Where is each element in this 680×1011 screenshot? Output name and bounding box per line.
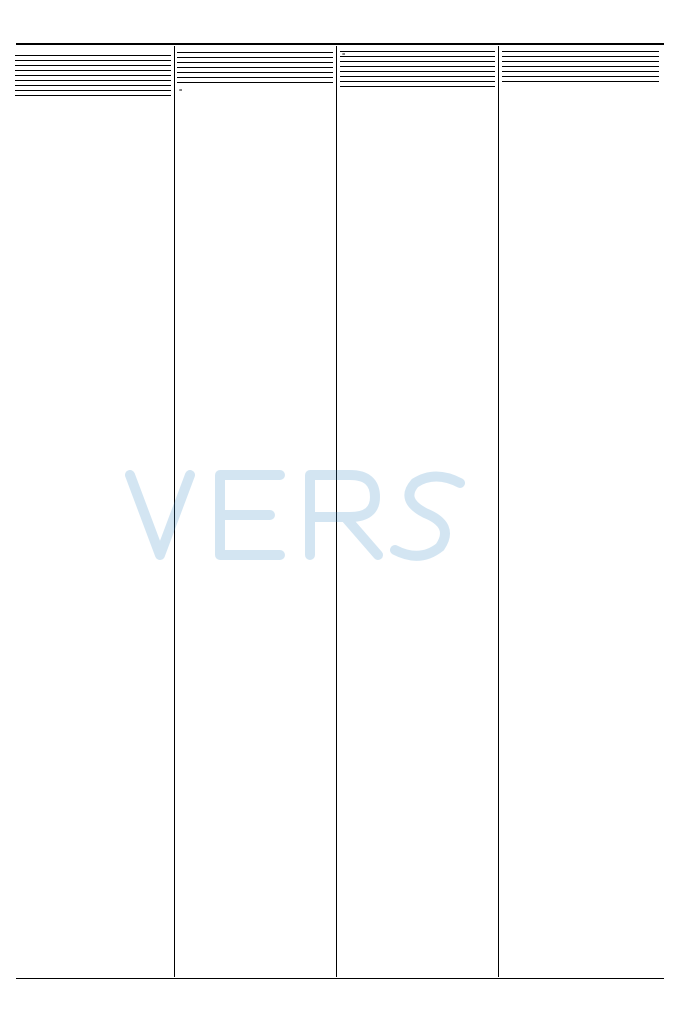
column-3 — [340, 49, 495, 977]
title-divider — [16, 43, 664, 45]
section-27 — [502, 54, 659, 57]
section-5 — [15, 83, 171, 86]
section-4 — [15, 78, 171, 81]
section-9 — [177, 50, 333, 53]
section-12 — [177, 65, 333, 68]
column-divider — [498, 46, 499, 977]
section-29 — [502, 64, 659, 67]
section-15 — [177, 80, 333, 83]
section-17 — [340, 49, 495, 52]
section-19 — [340, 59, 495, 62]
footer-divider — [16, 978, 664, 979]
section-20 — [340, 64, 495, 67]
section-0 — [15, 58, 171, 61]
section-22 — [340, 74, 495, 77]
column-divider — [174, 46, 175, 977]
section-13 — [177, 70, 333, 73]
section-7 — [15, 93, 171, 96]
section-6 — [15, 88, 171, 91]
section-32 — [502, 79, 659, 82]
section-11 — [177, 60, 333, 63]
section-14 — [177, 75, 333, 78]
section-26 — [502, 49, 659, 52]
section-16 — [177, 85, 333, 87]
section-23 — [340, 79, 495, 82]
section-8 — [15, 98, 171, 100]
section-10 — [177, 55, 333, 58]
section-30 — [502, 69, 659, 72]
section-18 — [340, 54, 495, 57]
section-1 — [15, 63, 171, 66]
column-divider — [336, 46, 337, 977]
column-4 — [502, 49, 659, 977]
section-24 — [340, 84, 495, 87]
section-28 — [502, 59, 659, 62]
section-2 — [15, 68, 171, 71]
column-1 — [15, 49, 171, 977]
section-25 — [340, 89, 495, 91]
column-2 — [177, 49, 333, 977]
section-21 — [340, 69, 495, 72]
section-3 — [15, 73, 171, 76]
section-31 — [502, 74, 659, 77]
intro-text — [15, 49, 171, 56]
